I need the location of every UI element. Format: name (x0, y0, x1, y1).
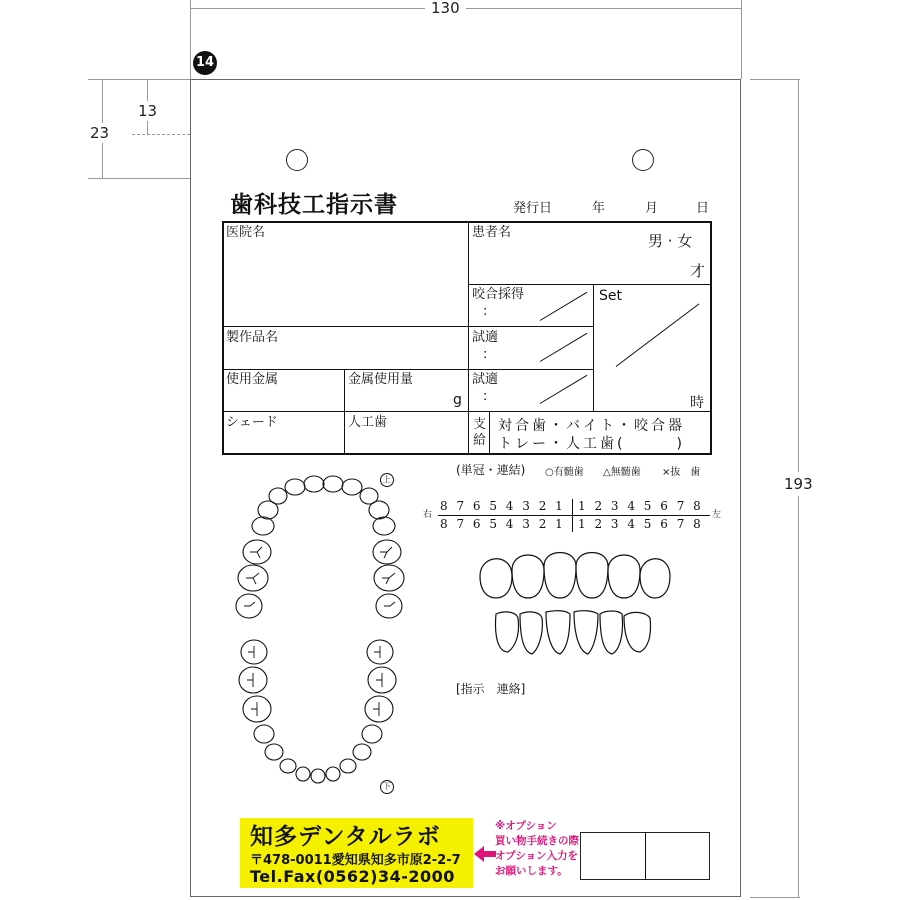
gender-label: 男 · 女 (648, 232, 693, 250)
lower-arch-mark: 下 (380, 780, 394, 794)
option-note-line-1: ※オプション (495, 820, 557, 832)
stamp-box-divider (645, 832, 646, 880)
height-dimension-label: 193 (784, 472, 813, 496)
width-dimension-label: 130 (425, 0, 466, 16)
supply-items-row-2: トレー・人工歯( ) (498, 436, 685, 452)
punch-hole-left (286, 149, 308, 171)
clinic-name-label: 医院名 (226, 225, 266, 240)
dimension-guide-left (190, 0, 191, 79)
trial-label-1: 試適 (472, 330, 499, 345)
product-name-label: 製作品名 (226, 330, 279, 345)
grid-line (222, 411, 712, 412)
lab-phone-fax: Tel.Fax(0562)34-2000 (250, 867, 455, 886)
grid-line (468, 369, 593, 370)
left-side-label: 左 (712, 510, 722, 520)
grid-line (593, 284, 594, 411)
item-number-badge: 14 (193, 51, 217, 75)
day-label: 日 (696, 201, 710, 216)
form-title: 歯科技工指示書 (230, 192, 398, 218)
height-guide-bottom (750, 897, 800, 898)
supply-label-bottom: 給 (473, 433, 487, 448)
option-note-line-4: お願いします。 (495, 865, 568, 877)
month-label: 月 (645, 201, 659, 216)
height-guide-top (750, 79, 800, 80)
grid-line (344, 369, 345, 455)
hour-label: 時 (690, 395, 704, 411)
punch-hole-right (632, 149, 654, 171)
issue-date-label: 発行日 (513, 201, 553, 216)
quadrant-horizontal-line (438, 515, 710, 516)
upper-arch-mark: 上 (380, 473, 394, 487)
artificial-tooth-label: 人工歯 (348, 415, 388, 430)
grid-line (489, 411, 490, 455)
option-note-line-2: 買い物手続きの際 (495, 835, 579, 847)
legend-vital-tooth: ○有髄歯 (545, 467, 584, 478)
supply-items-row-1: 対合歯・バイト・咬合器 (498, 418, 685, 434)
bottom-guide-line (88, 178, 190, 179)
legend-extracted-tooth: ×抜 歯 (662, 467, 701, 478)
grid-line (468, 326, 593, 327)
option-note-line-3: オプション入力を (495, 850, 579, 862)
set-label: Set (599, 288, 622, 304)
dental-arch-chart (222, 468, 418, 798)
instructions-label: [指示 連絡] (456, 682, 526, 696)
trial-colon-2: : (483, 389, 488, 404)
grid-divider-main (468, 221, 469, 455)
metal-amount-label: 金属使用量 (348, 372, 414, 387)
age-label: 才 (690, 262, 706, 280)
grid-line (222, 369, 468, 370)
crown-mode-label: (単冠・連結) (456, 463, 526, 477)
lower-left-numbers: 1 2 3 4 5 6 7 8 (578, 517, 704, 531)
grid-line (468, 284, 712, 285)
supply-label-top: 支 (473, 417, 487, 432)
top-guide-line (88, 79, 190, 80)
dimension-guide-right (741, 0, 742, 79)
quadrant-vertical-line (572, 499, 573, 532)
trial-label-2: 試適 (472, 372, 499, 387)
right-side-label: 右 (423, 510, 433, 520)
legend-nonvital-tooth: △無髄歯 (603, 467, 641, 478)
lower-arch-teeth (239, 640, 396, 783)
arrow-left-icon (474, 845, 496, 863)
hole-offset-label: 13 (138, 102, 158, 120)
bite-colon: : (483, 304, 488, 319)
bite-registration-label: 咬合採得 (472, 287, 525, 302)
anterior-teeth-chart (476, 548, 672, 660)
year-label: 年 (592, 201, 606, 216)
top-margin-label: 23 (90, 124, 110, 142)
trial-colon-1: : (483, 347, 488, 362)
gram-unit: g (453, 392, 462, 408)
patient-name-label: 患者名 (472, 225, 512, 240)
upper-left-numbers: 1 2 3 4 5 6 7 8 (578, 499, 704, 513)
grid-line (222, 326, 468, 327)
lab-address: 〒478-0011愛知県知多市原2-2-7 (250, 853, 461, 868)
upper-right-numbers: 8 7 6 5 4 3 2 1 (440, 499, 566, 513)
shade-label: シェード (226, 415, 278, 430)
upper-arch-teeth (236, 476, 404, 618)
metal-used-label: 使用金属 (226, 372, 279, 387)
lower-right-numbers: 8 7 6 5 4 3 2 1 (440, 517, 566, 531)
lab-name: 知多デンタルラボ (250, 824, 441, 850)
